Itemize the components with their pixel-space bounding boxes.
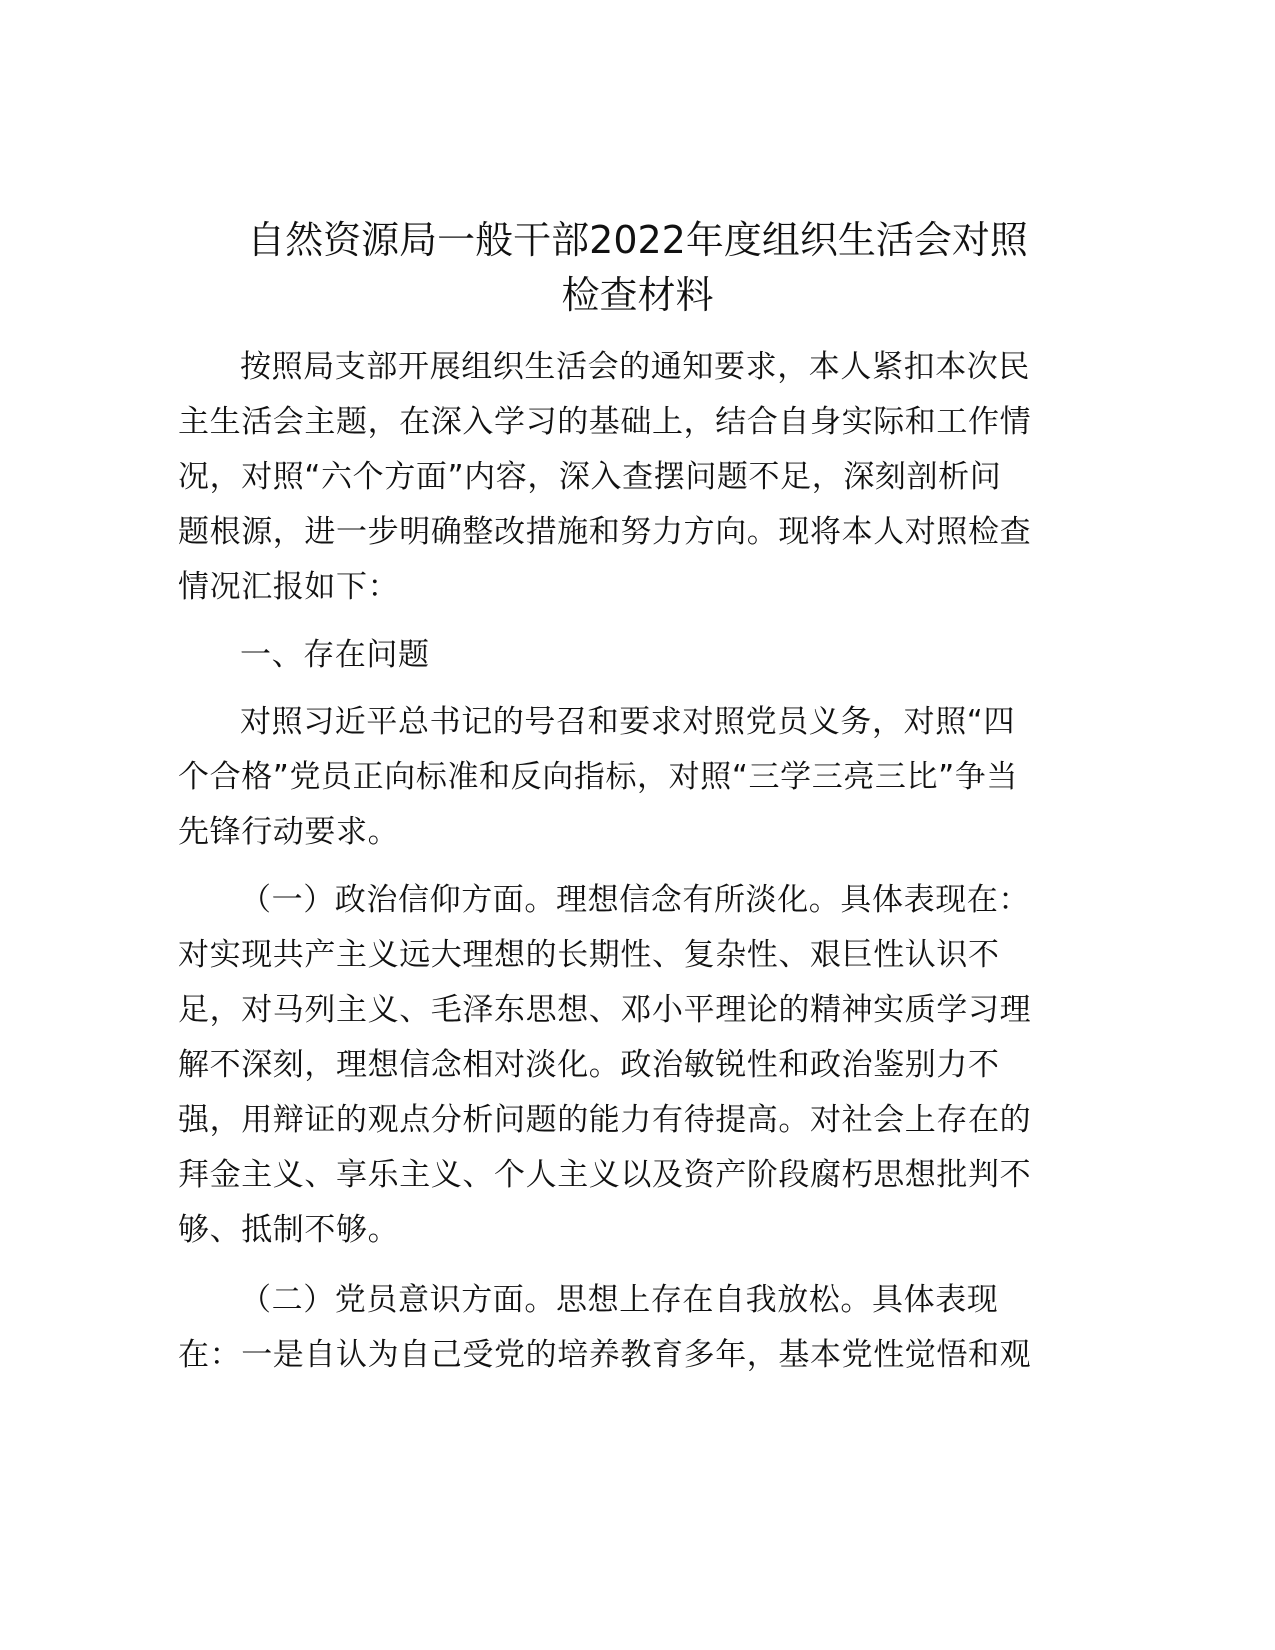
text-line: 况，对照“六个方面”内容，深入查摆问题不足，深刻剖析问 xyxy=(178,459,1002,495)
text-line: 强，用辩证的观点分析问题的能力有待提高。对社会上存在的 xyxy=(178,1102,1032,1138)
text-line: 主生活会主题，在深入学习的基础上，结合自身实际和工作情 xyxy=(178,404,1032,440)
text-line: 个合格”党员正向标准和反向指标，对照“三学三亮三比”争当 xyxy=(178,759,1018,795)
text-line: 对实现共产主义远大理想的长期性、复杂性、艰巨性认识不 xyxy=(178,937,1000,973)
document-title-line-1: 自然资源局一般干部2022年度组织生活会对照 xyxy=(247,218,1028,262)
text-line: 按照局支部开展组织生活会的通知要求，本人紧扣本次民 xyxy=(240,349,1030,385)
text-line: 解不深刻，理想信念相对淡化。政治敏锐性和政治鉴别力不 xyxy=(178,1047,1000,1083)
text-line: 对照习近平总书记的号召和要求对照党员义务，对照“四 xyxy=(240,704,1016,740)
text-line: （二）党员意识方面。思想上存在自我放松。具体表现 xyxy=(240,1282,999,1318)
text-line: 够、抵制不够。 xyxy=(178,1212,400,1248)
text-line: 题根源，进一步明确整改措施和努力方向。现将本人对照检查 xyxy=(178,514,1032,550)
text-line: 足，对马列主义、毛泽东思想、邓小平理论的精神实质学习理 xyxy=(178,992,1032,1028)
text-line: 先锋行动要求。 xyxy=(178,814,400,850)
text-line: 拜金主义、享乐主义、个人主义以及资产阶段腐朽思想批判不 xyxy=(178,1157,1032,1193)
text-line: 情况汇报如下： xyxy=(178,569,400,605)
section-heading: 一、存在问题 xyxy=(240,637,430,673)
document-title-line-2: 检查材料 xyxy=(561,273,714,317)
text-line: 在：一是自认为自己受党的培养教育多年，基本党性觉悟和观 xyxy=(178,1337,1032,1373)
text-line: （一）政治信仰方面。理想信念有所淡化。具体表现在： xyxy=(240,882,1030,918)
